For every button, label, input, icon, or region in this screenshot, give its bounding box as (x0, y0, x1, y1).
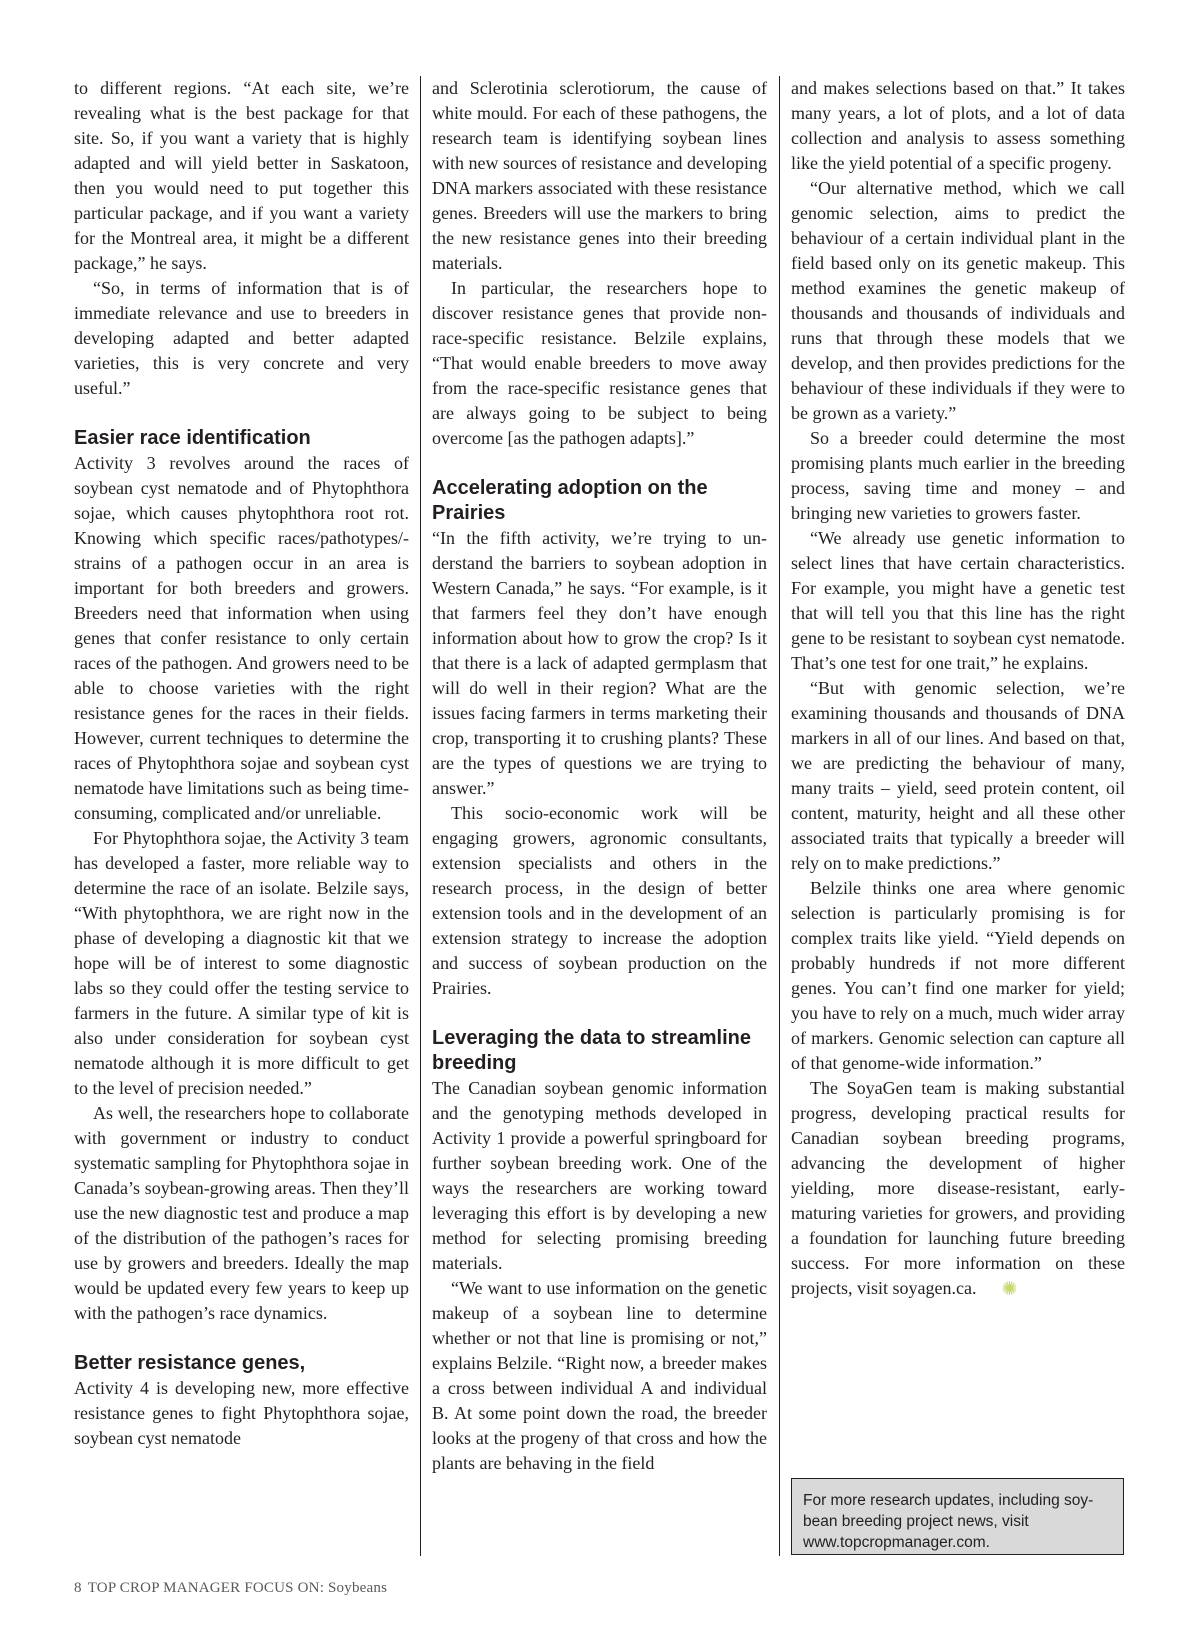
paragraph: Activity 3 revolves around the races of soybean cyst nematode and of Phytophthora sojae, which causes phytophthora root rot. Knowing which specific races/pathotypes/strains of a pathogen occur in an area is important for both breeders and growers. Breeders need that information when using genes that confer resistance to only certain races of the pathogen. And growers need to be able to choose varieties with the right resistance genes for the races in their fields. However, current techniques to determine the races of Phytophthora sojae and soybean cyst nematode have limitations such as being time-consuming, complicated and/or unreliable. (74, 453, 409, 823)
section-heading-better-resistance-genes: Better resistance genes, (74, 1352, 306, 1374)
article-column-3 (791, 76, 1125, 1302)
info-box (791, 1478, 1124, 1555)
paragraph: In particular, the researchers hope to discover resistance genes that provide non-race-specific resistance. Belzile explains, “That would enable breeders to move away from the race-specific resistance genes that are always going to be subject to being overcome [as the pathogen adapts].” (432, 278, 767, 448)
page-footer (74, 1580, 387, 1597)
paragraph: As well, the researchers hope to collaborate with government or industry to conduct systematic sampling for Phytophthora sojae in Canada’s soybean-growing areas. Then they’ll use the new diagnostic test and produce a map of the distribution of the pathogen’s races for use by growers and breeders. Ideally the map would be updated every few years to keep up with the pathogen’s race dynamics. (74, 1103, 409, 1323)
paragraph: Belzile thinks one area where genomic selection is particularly promising is for complex traits like yield. “Yield depends on probably hundreds if not more different genes. You can’t find one marker for yield; you have to rely on a much, much wider array of markers. Genomic selection can capture all of that genome-wide information.” (791, 878, 1125, 1073)
paragraph: “In the fifth activity, we’re trying to understand the barriers to soybean adoption in Western Canada,” he says. “For example, is it that farmers feel they don’t have enough information about how to grow the crop? Is it that there is a lack of adapted germplasm that will do well in their region? What are the issues facing farmers in terms marketing their crop, transporting it to crushing plants? These are the types of questions we are trying to answer.” (432, 528, 767, 798)
paragraph: This socio-economic work will be engaging growers, agronomic consultants, extension specialists and others in the research process, in the design of better extension tools and in the development of an extension strategy to increase the adoption and success of soybean production on the Prairies. (432, 803, 767, 998)
article-column-1 (74, 76, 409, 1451)
page-number: 8 (74, 1580, 82, 1596)
closing-paragraph (791, 1076, 1125, 1302)
paragraph: For Phytophthora sojae, the Activity 3 team has developed a faster, more reliable way to determine the race of an isolate. Belzile says, “With phytophthora, we are right now in the phase of developing a diagnostic kit that we hope will be of interest to some diagnostic labs so they could offer the testing service to farmers in the future. A similar type of kit is also under consideration for soybean cyst nematode although it is more difficult to get to the level of precision needed.” (74, 828, 409, 1098)
paragraph: “We want to use information on the genetic makeup of a soybean line to determine whether or not that line is promising or not,” explains Belzile. “Right now, a breeder makes a cross between individual A and individual B. At some point down the road, the breeder looks at the progeny of that cross and how the plants are behaving in the field (432, 1278, 767, 1473)
column-divider (779, 76, 780, 1556)
paragraph: “We already use genetic information to select lines that have certain characteristics. For example, you might have a genetic test that will tell you that this line has the right gene to be resistant to soybean cyst nematode. That’s one test for one trait,” he explains. (791, 528, 1125, 673)
paragraph: So a breeder could determine the most promising plants much earlier in the breeding process, saving time and money – and bringing new varieties to growers faster. (791, 428, 1125, 523)
paragraph: Activity 4 is developing new, more effective resistance genes to fight Phytophthora sojae, soybean cyst nematode (74, 1378, 409, 1448)
paragraph: to different regions. “At each site, we’re revealing what is the best package for that site. So, if you want a variety that is highly adapted and will yield better in Saskatoon, then you would need to put together this particular package, and if you want a variety for the Montreal area, it might be a different package,” he says. (74, 78, 409, 273)
info-box-text: For more research updates, including soybean breeding project news, visit www.topcropmanager.com. (803, 1492, 1094, 1551)
paragraph: and Sclerotinia sclerotiorum, the cause of white mould. For each of these pathogens, the research team is identifying soybean lines with new sources of resistance and developing DNA markers associated with these resistance genes. Breeders will use the markers to bring the new resistance genes into their breeding materials. (432, 78, 767, 273)
paragraph: “Our alternative method, which we call genomic selection, aims to predict the behaviour of a certain individual plant in the field based only on its genetic makeup. This method examines the genetic makeup of thousands and thousands of individuals and runs that through these models that we develop, and then provides predictions for the behaviour of these individuals if they were to be grown as a variety.” (791, 178, 1125, 423)
paragraph: “But with genomic selection, we’re examining thousands and thousands of DNA markers in all of our lines. And based on that, we are predicting the behaviour of many, many traits – yield, seed protein content, oil content, maturity, height and all these other associated traits that typically a breeder will rely on to make predictions.” (791, 678, 1125, 873)
section-heading-leveraging-data: Leveraging the data to streamline breeding (432, 1027, 751, 1074)
paragraph: “So, in terms of information that is of immediate relevance and use to breeders in developing adapted and better adapted varieties, this is very concrete and very useful.” (74, 278, 409, 398)
paragraph: and makes selections based on that.” It takes many years, a lot of plots, and a lot of data collection and analysis to assess something like the yield potential of a specific progeny. (791, 78, 1125, 173)
maple-leaf-icon: ✺ (1001, 1279, 1018, 1301)
section-heading-accelerating-adoption: Accelerating adoption on the Prairies (432, 477, 708, 524)
section-heading-easier-race-identification: Easier race identification (74, 427, 311, 449)
publication-title: TOP CROP MANAGER FOCUS ON: Soybeans (87, 1580, 388, 1596)
paragraph-text: The SoyaGen team is making substantial progress, developing practical results for Canadian soybean breeding programs, advancing the development of higher yielding, more disease-resistant, early-maturing varieties for growers, and providing a foundation for launching future breeding success. For more information on these projects, visit soyagen.ca. (791, 1078, 1125, 1298)
paragraph: The Canadian soybean genomic information and the genotyping methods developed in Activity 1 provide a powerful springboard for further soybean breeding work. One of the ways the researchers are working toward leveraging this effort is by developing a new method for selecting promising breeding materials. (432, 1078, 767, 1273)
article-column-2 (432, 76, 767, 1476)
column-divider (420, 76, 421, 1556)
